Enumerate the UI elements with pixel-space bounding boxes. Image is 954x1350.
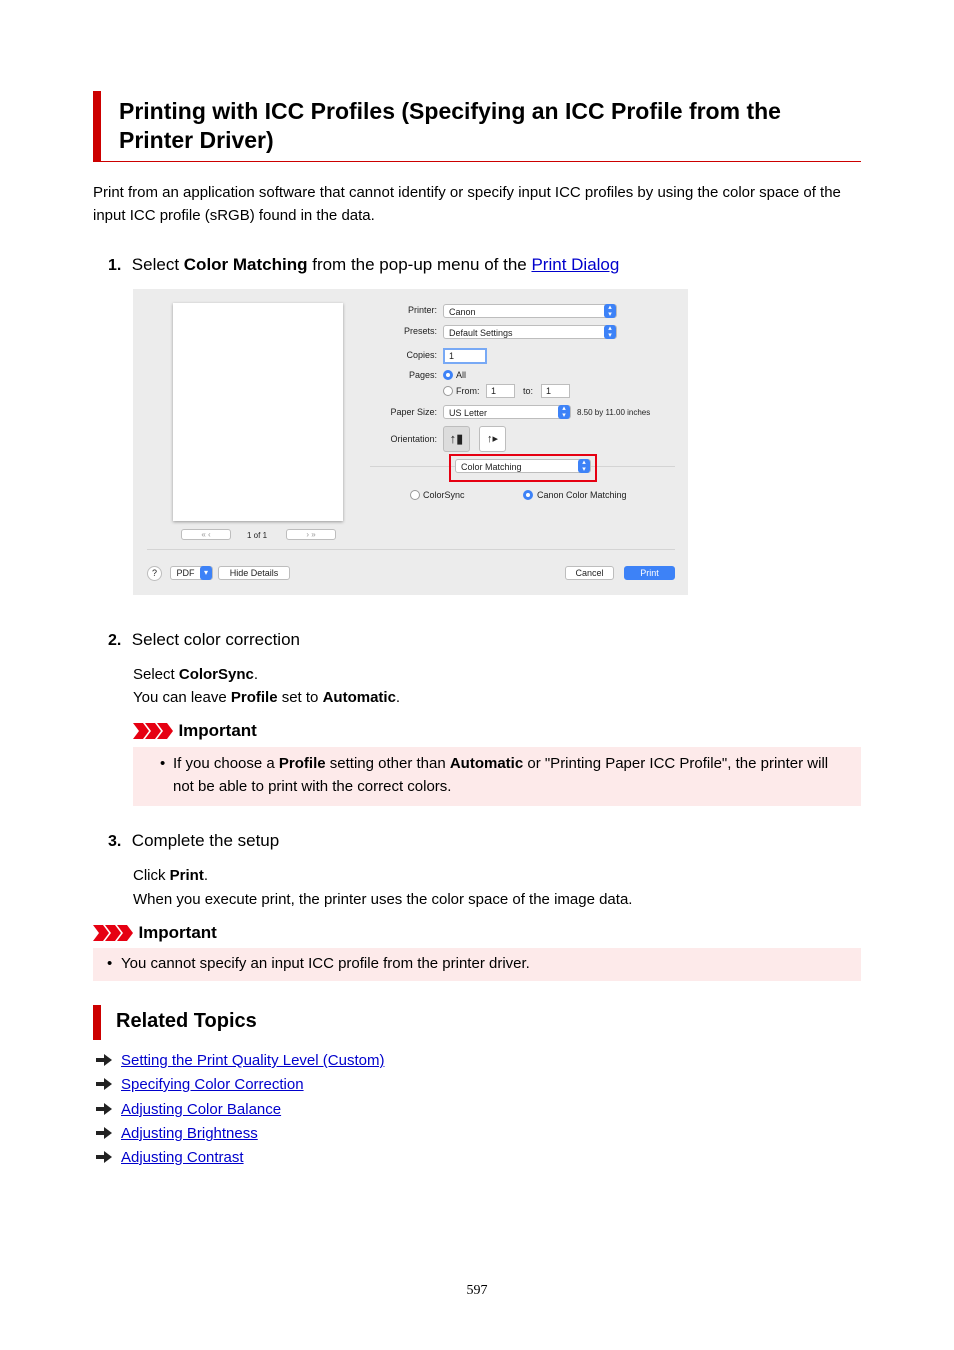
text: . <box>395 689 401 706</box>
related-link[interactable]: Adjusting Color Balance <box>121 1101 282 1118</box>
page-title: Printing with ICC Profiles (Specifying an ICC Profile from the Printer Driver) <box>119 98 781 153</box>
bold-text: Automatic <box>322 689 396 706</box>
canon-color-matching-radio[interactable] <box>523 490 533 500</box>
bullet: • <box>160 755 166 772</box>
copies-field[interactable]: 1 <box>443 348 487 364</box>
important-title: Important <box>178 721 257 740</box>
text: or "Printing Paper ICC Profile", the printer will not be able to print with the correct colors. <box>173 755 829 795</box>
related-link-item[interactable] <box>96 1051 384 1071</box>
step-3-detail-1 <box>133 864 208 887</box>
printer-popup[interactable] <box>443 304 617 318</box>
page-forward-button[interactable]: › » <box>286 529 336 540</box>
orientation-label: Orientation: <box>390 434 437 444</box>
related-link-item[interactable] <box>96 1075 304 1095</box>
important-box <box>133 747 861 806</box>
pages-all-radio[interactable] <box>443 370 453 380</box>
related-link[interactable]: Setting the Print Quality Level (Custom) <box>121 1052 385 1069</box>
related-topics-title: Related Topics <box>116 1010 257 1032</box>
print-button[interactable]: Print <box>624 566 675 580</box>
step-text: from the pop-up menu of the <box>307 255 532 274</box>
arrow-right-icon <box>96 1054 112 1066</box>
printer-value: Canon <box>449 307 476 317</box>
important-title: Important <box>138 923 217 942</box>
to-field[interactable]: 1 <box>541 384 570 398</box>
step-text: Select <box>131 255 184 274</box>
paper-dimensions: 8.50 by 11.00 inches <box>577 408 651 417</box>
important-heading <box>93 923 217 943</box>
bold-text: ColorSync <box>178 666 254 683</box>
page-back-button[interactable]: « ‹ <box>181 529 231 540</box>
related-link-item[interactable] <box>96 1100 281 1120</box>
step-text: Complete the setup <box>131 831 280 850</box>
step-bold: Color Matching <box>183 255 308 274</box>
step-number: 2. <box>108 632 122 649</box>
related-link[interactable]: Adjusting Brightness <box>121 1125 258 1142</box>
important-text <box>173 752 848 798</box>
step-text: Select color correction <box>131 630 300 649</box>
arrow-right-icon <box>96 1127 112 1139</box>
paper-size-value: US Letter <box>449 408 488 418</box>
pdf-menu-button[interactable] <box>170 566 213 580</box>
pages-from-label: From: <box>456 386 480 396</box>
related-link[interactable]: Adjusting Contrast <box>121 1149 244 1166</box>
important-chevrons-icon <box>93 925 133 941</box>
presets-label: Presets: <box>403 326 437 336</box>
title-underline <box>93 161 861 162</box>
paper-size-popup[interactable] <box>443 405 571 419</box>
presets-value: Default Settings <box>449 328 513 338</box>
landscape-orientation-button[interactable]: ↑▸ <box>479 426 506 452</box>
step-1 <box>108 255 619 275</box>
important-box <box>93 948 861 981</box>
print-dialog-link[interactable]: Print Dialog <box>531 255 620 274</box>
pages-all-label: All <box>456 370 467 380</box>
text: If you choose a <box>173 755 279 772</box>
text: . <box>253 666 259 683</box>
divider <box>147 549 675 550</box>
pdf-label: PDF <box>176 568 195 578</box>
colorsync-label: ColorSync <box>423 490 465 500</box>
title-accent-bar <box>93 91 101 162</box>
bold-text: Print <box>169 867 204 884</box>
bold-text: Profile <box>278 755 326 772</box>
popup-arrow-icon: ▴ ▾ <box>578 459 590 473</box>
step-number: 1. <box>108 257 122 274</box>
page-count: 1 of 1 <box>247 531 268 540</box>
panel-menu-value: Color Matching <box>461 462 522 472</box>
arrow-right-icon <box>96 1078 112 1090</box>
popup-arrow-icon: ▴ ▾ <box>558 405 570 419</box>
text: setting other than <box>325 755 450 772</box>
step-3-detail-2: When you execute print, the printer uses the color space of the image data. <box>133 891 633 908</box>
canon-color-matching-label: Canon Color Matching <box>537 490 627 500</box>
help-button[interactable]: ? <box>147 566 162 581</box>
bullet: • <box>107 955 113 972</box>
step-3 <box>108 831 279 851</box>
step-2 <box>108 630 300 650</box>
from-field[interactable]: 1 <box>486 384 515 398</box>
pages-label: Pages: <box>408 370 437 380</box>
page-number: 597 <box>466 1283 488 1298</box>
copies-label: Copies: <box>406 350 437 360</box>
related-link[interactable]: Specifying Color Correction <box>121 1076 304 1093</box>
portrait-orientation-button[interactable]: ↑▮ <box>443 426 470 452</box>
highlight-box <box>449 454 597 482</box>
important-heading <box>133 721 257 741</box>
step-2-detail-2 <box>133 686 400 709</box>
bold-text: Profile <box>230 689 278 706</box>
text: set to <box>277 689 323 706</box>
intro-paragraph: Print from an application software that cannot identify or specify input ICC profiles by using the color space of the input ICC profile (sRGB) found in the data. <box>93 184 841 224</box>
chevron-down-icon: ▾ <box>200 566 212 580</box>
related-link-item[interactable] <box>96 1148 244 1168</box>
bold-text: Automatic <box>449 755 524 772</box>
print-dialog-screenshot <box>133 289 688 595</box>
printer-label: Printer: <box>407 305 437 315</box>
arrow-right-icon <box>96 1103 112 1115</box>
text: Click <box>133 867 170 884</box>
colorsync-radio[interactable] <box>410 490 420 500</box>
page-preview <box>173 303 343 521</box>
important-text: You cannot specify an input ICC profile from the printer driver. <box>121 955 530 972</box>
step-2-detail-1 <box>133 663 258 686</box>
pages-to-label: to: <box>523 386 534 396</box>
text: You can leave <box>133 689 231 706</box>
cancel-button[interactable]: Cancel <box>565 566 614 580</box>
text: . <box>203 867 209 884</box>
hide-details-button[interactable]: Hide Details <box>218 566 290 580</box>
related-topics-accent-bar <box>93 1005 101 1040</box>
popup-arrow-icon: ▴ ▾ <box>604 304 616 318</box>
step-number: 3. <box>108 833 122 850</box>
popup-arrow-icon: ▴ ▾ <box>604 325 616 339</box>
paper-size-label: Paper Size: <box>390 407 437 417</box>
pages-from-radio[interactable] <box>443 386 453 396</box>
related-link-item[interactable] <box>96 1124 258 1144</box>
important-chevrons-icon <box>133 723 173 739</box>
presets-popup[interactable] <box>443 325 617 339</box>
text: Select <box>133 666 179 683</box>
arrow-right-icon <box>96 1151 112 1163</box>
